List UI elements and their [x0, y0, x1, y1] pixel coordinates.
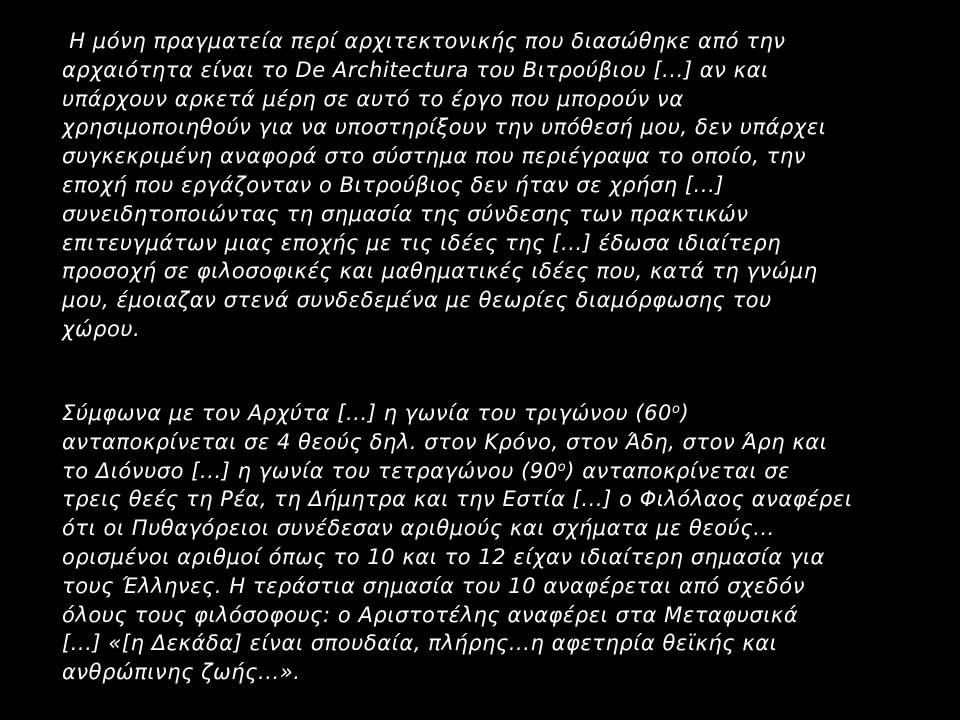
text-line: ορισμένοι αριθμοί όπως το 10 και το 12 είχαν ιδιαίτερη σημασία για — [62, 544, 825, 569]
text-segment: Σύμφωνα με τον Αρχύτα [...] η γωνία του τριγώνου (60 — [62, 401, 672, 425]
paragraph-2 — [62, 399, 922, 687]
text-line: ανταποκρίνεται σε 4 θεούς δηλ. στον Κρόνο, στον Άδη, στον Άρη και — [62, 429, 828, 454]
text-line: τρεις θεές τη Ρέα, τη Δήμητρα και την Εστία [...] ο Φιλόλαος αναφέρει — [62, 487, 853, 512]
text-line: Η μόνη πραγματεία περί αρχιτεκτονικής που διασώθηκε από την — [62, 29, 786, 53]
degree-superscript: ο — [557, 459, 567, 475]
text-line: αρχαιότητα είναι το De Architectura του Βιτρούβιου [...] αν και — [62, 57, 769, 82]
text-line: τους Έλληνες. Η τεράστια σημασία του 10 αναφέρεται από σχεδόν — [62, 573, 805, 598]
text-line: υπάρχουν αρκετά μέρη σε αυτό το έργο που μπορούν να — [62, 86, 684, 111]
text-line: μου, έμοιαζαν στενά συνδεδεμένα με θεωρίες διαμόρφωσης του — [62, 288, 772, 313]
text-line: προσοχή σε φιλοσοφικές και μαθηματικές ιδέες που, κατά τη γνώμη — [62, 259, 818, 284]
text-segment: το Διόνυσο [...] η γωνία του τετραγώνου (90 — [62, 458, 558, 483]
text-line: επιτευγμάτων μιας εποχής με τις ιδέες της [...] έδωσα ιδιαίτερη — [62, 230, 782, 255]
text-line — [62, 457, 922, 486]
degree-superscript: ο — [671, 402, 681, 417]
text-segment: ) ανταποκρίνεται σε — [566, 458, 790, 483]
text-line: ανθρώπινης ζωής...». — [62, 660, 301, 685]
text-line: χώρου. — [62, 316, 141, 341]
text-line: χρησιμοποιηθούν για να υποστηρίξουν την υπόθεσή μου, δεν υπάρχει — [62, 115, 827, 140]
text-line: ότι οι Πυθαγόρειοι συνέδεσαν αριθμούς και σχήματα με θεούς... — [62, 516, 775, 541]
paragraph-1 — [62, 27, 922, 344]
text-line: όλους τους φιλόσοφους: ο Αριστοτέλης αναφέρει στα Μεταφυσικά — [62, 602, 799, 627]
text-line — [62, 399, 922, 428]
text-line: συγκεκριμένη αναφορά στο σύστημα που περιέγραψα το οποίο, την — [62, 144, 807, 169]
text-line: [...] «[η Δεκάδα] είναι σπουδαία, πλήρης...η αφετηρία θεϊκής και — [62, 631, 778, 656]
text-segment: ) — [680, 401, 690, 425]
text-line: συνειδητοποιώντας τη σημασία της σύνδεσης των πρακτικών — [62, 201, 749, 226]
text-line: εποχή που εργάζονταν ο Βιτρούβιος δεν ήταν σε χρήση [...] — [62, 172, 725, 197]
